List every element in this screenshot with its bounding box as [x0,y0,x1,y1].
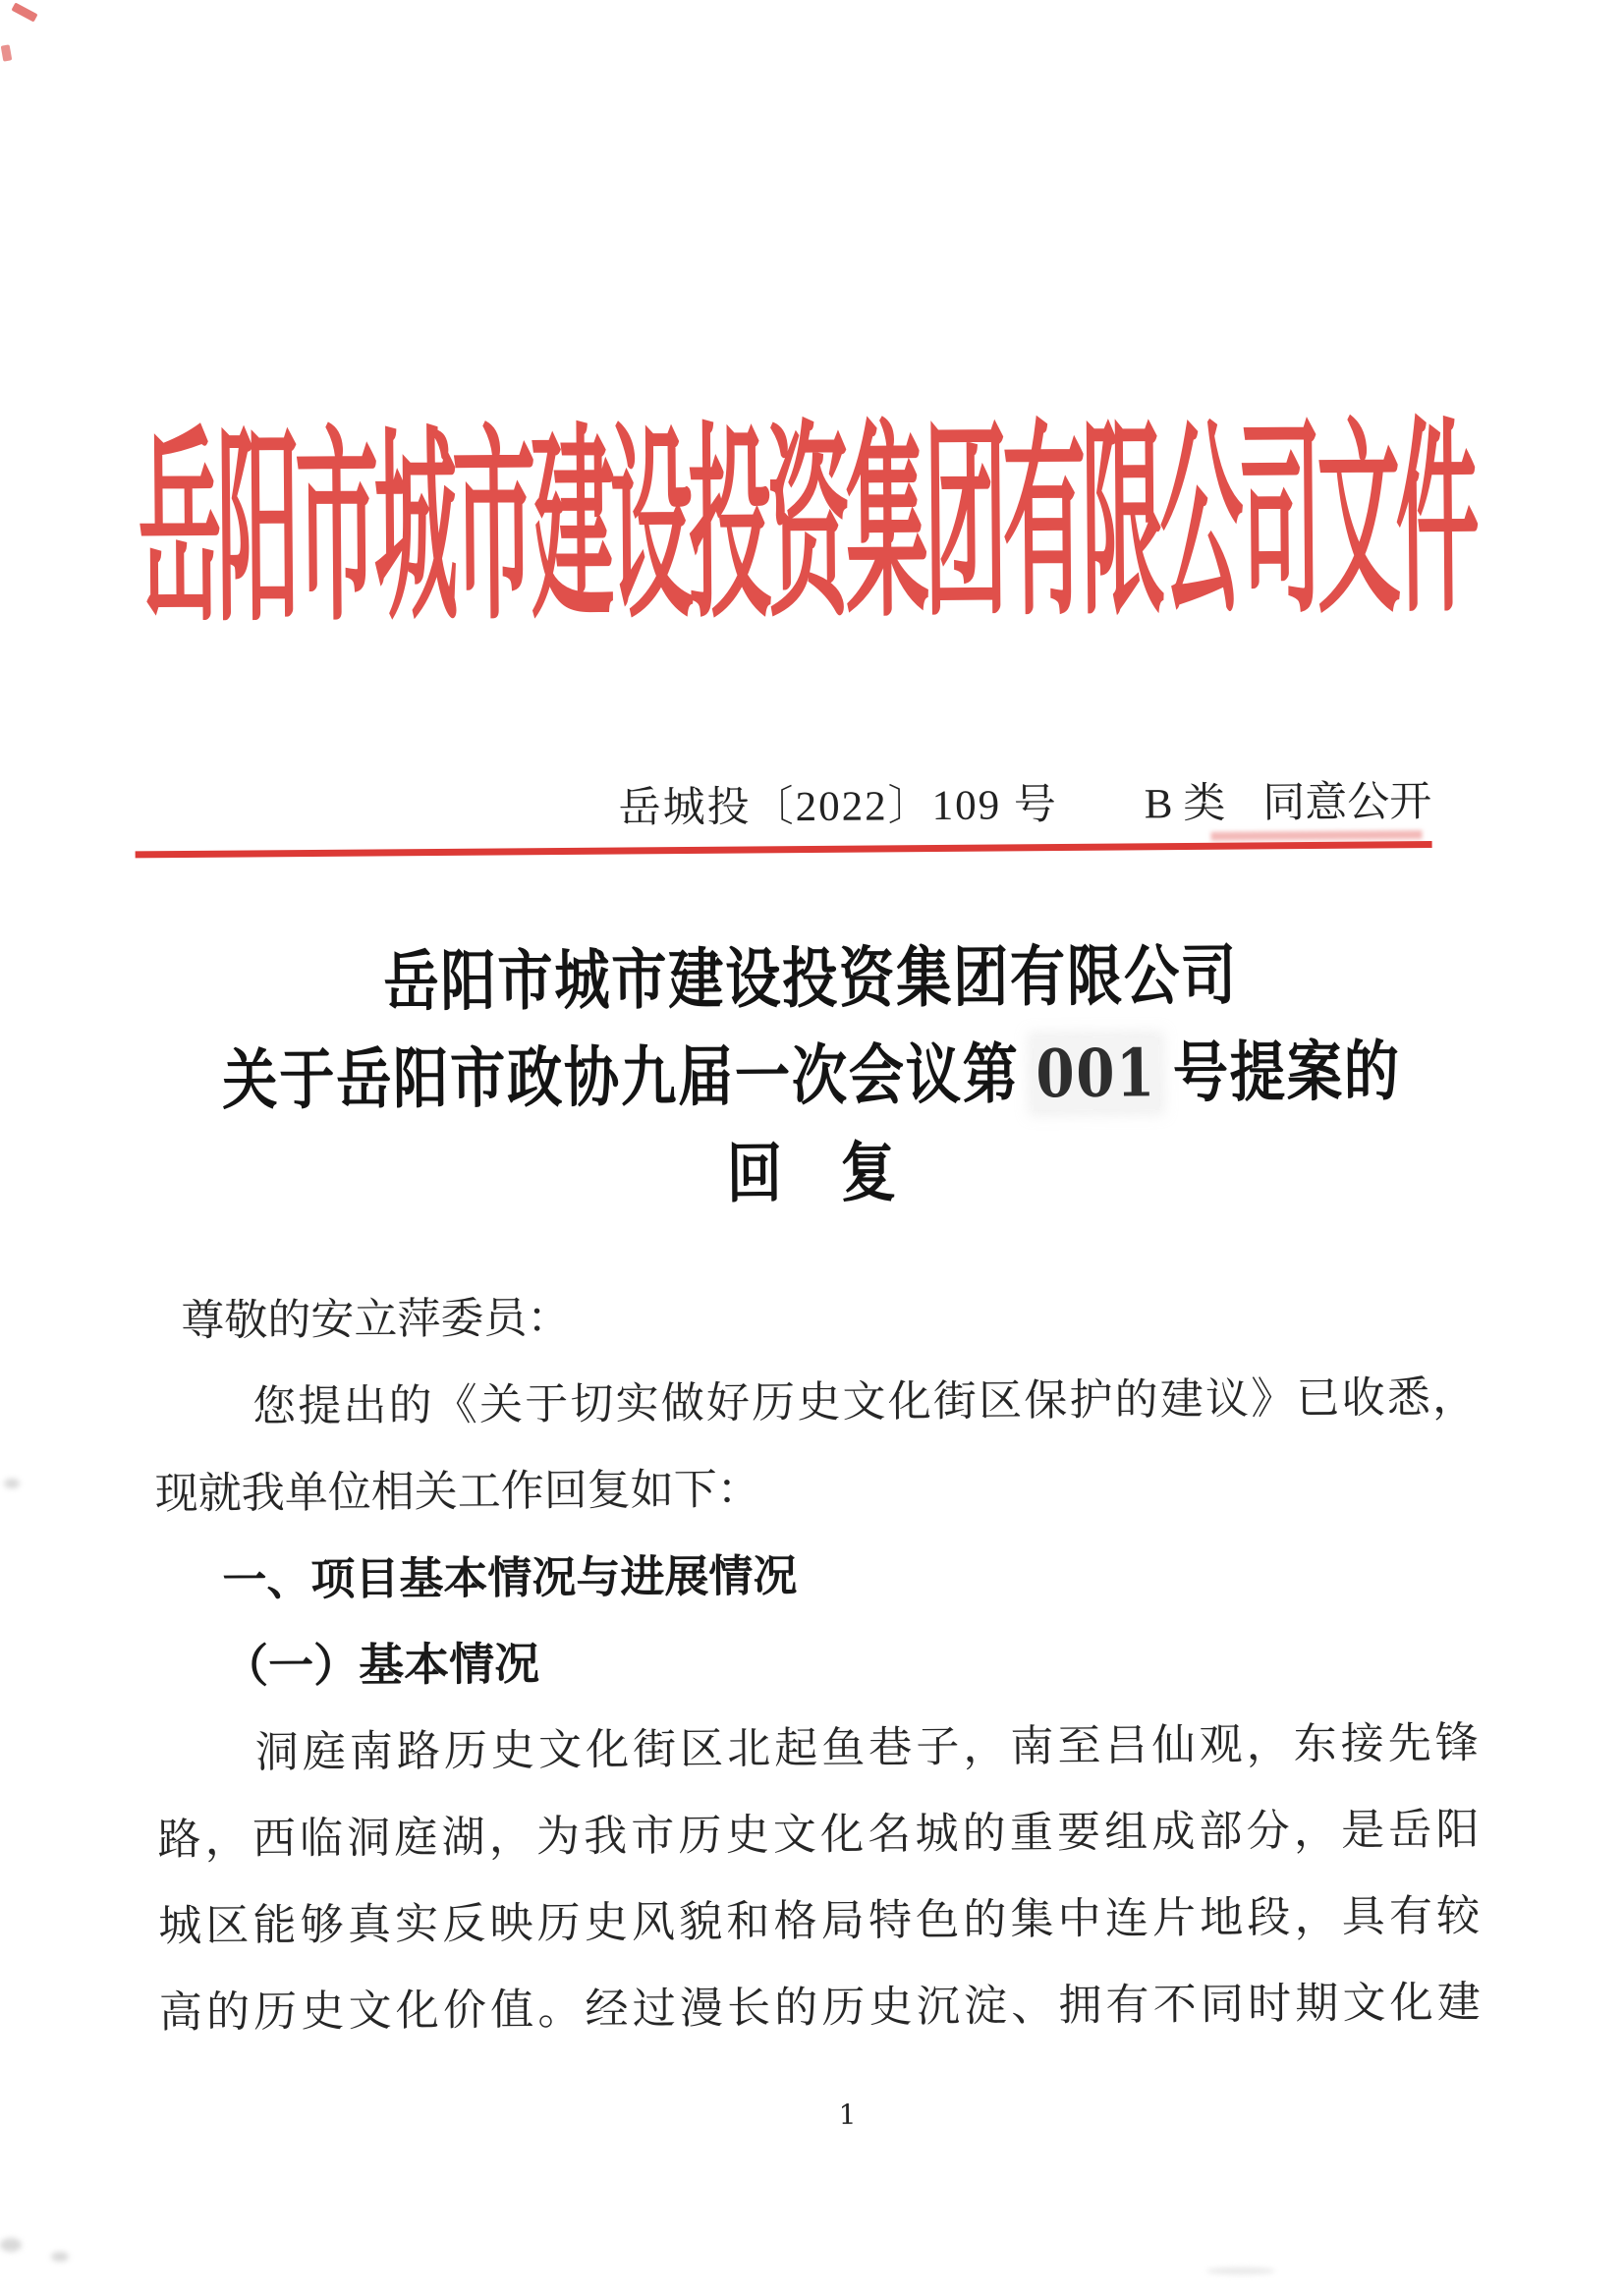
document-title-line2 [129,1024,1493,1132]
body-text [153,1268,1481,2057]
letterhead-character: 文 [1316,406,1402,638]
scan-smudge [0,2238,22,2252]
title-line2-suffix: 号提案的 [1172,1036,1401,1111]
letterhead-character: 岳 [137,415,223,647]
letterhead-org-title [137,405,1481,647]
scan-smudge [51,2252,69,2262]
case-number: 001 [1033,1036,1160,1110]
document-title-line1: 岳阳市城市建设投资集团有限公司 [383,939,1239,1020]
letterhead-character: 资 [765,410,852,643]
letterhead-character: 投 [687,411,773,643]
section-heading: 一、项目基本情况与进展情况 [222,1550,798,1605]
letterhead-character: 件 [1394,405,1481,638]
letterhead-character: 市 [294,414,380,646]
letterhead-character: 设 [608,411,695,644]
letterhead-character: 建 [530,412,616,644]
section-heading: （一）基本情况 [222,1639,540,1692]
body-line: 高的历史文化价值。经过漫长的历史沉淀、拥有不同时期文化建 [158,1978,1482,2038]
letterhead-character: 限 [1080,408,1166,640]
red-separator-rule [136,841,1432,858]
title-line2-prefix: 关于岳阳市政协九届一次会议第 [221,1038,1020,1118]
letterhead-character: 公 [1158,407,1245,640]
letterhead-character: 阳 [215,415,302,646]
letterhead-character: 司 [1237,406,1323,639]
doc-publicity: 同意公开 [1262,779,1432,827]
letterhead-character: 有 [1001,408,1088,641]
letterhead-character: 集 [844,410,930,642]
scan-smudge [4,1479,20,1488]
letterhead-character: 市 [451,413,537,644]
body-line: 尊敬的安立萍委员： [181,1293,571,1346]
doc-classification: B 类 [1144,780,1226,828]
page-number: 1 [838,2098,857,2131]
body-line: 城区能够真实反映历史风貌和格局特色的集中连片地段，具有较 [158,1891,1481,1951]
scan-smudge [1206,2267,1275,2274]
letterhead-character: 团 [923,409,1009,642]
doc-number: 岳城投〔2022〕109 号 [618,782,1059,832]
document-title-line3: 回 复 [726,1137,898,1211]
scan-smudge [1210,830,1422,841]
body-line: 现就我单位相关工作回复如下： [154,1465,760,1519]
document-title [129,926,1495,1229]
body-line: 洞庭南路历史文化街区北起鱼巷子，南至吕仙观，东接先锋 [254,1718,1479,1777]
body-line: 您提出的《关于切实做好历史文化街区保护的建议》已收悉， [252,1372,1477,1431]
letterhead-character: 城 [372,413,459,645]
body-line: 路，西临洞庭湖，为我市历史文化名城的重要组成部分，是岳阳 [157,1805,1480,1865]
